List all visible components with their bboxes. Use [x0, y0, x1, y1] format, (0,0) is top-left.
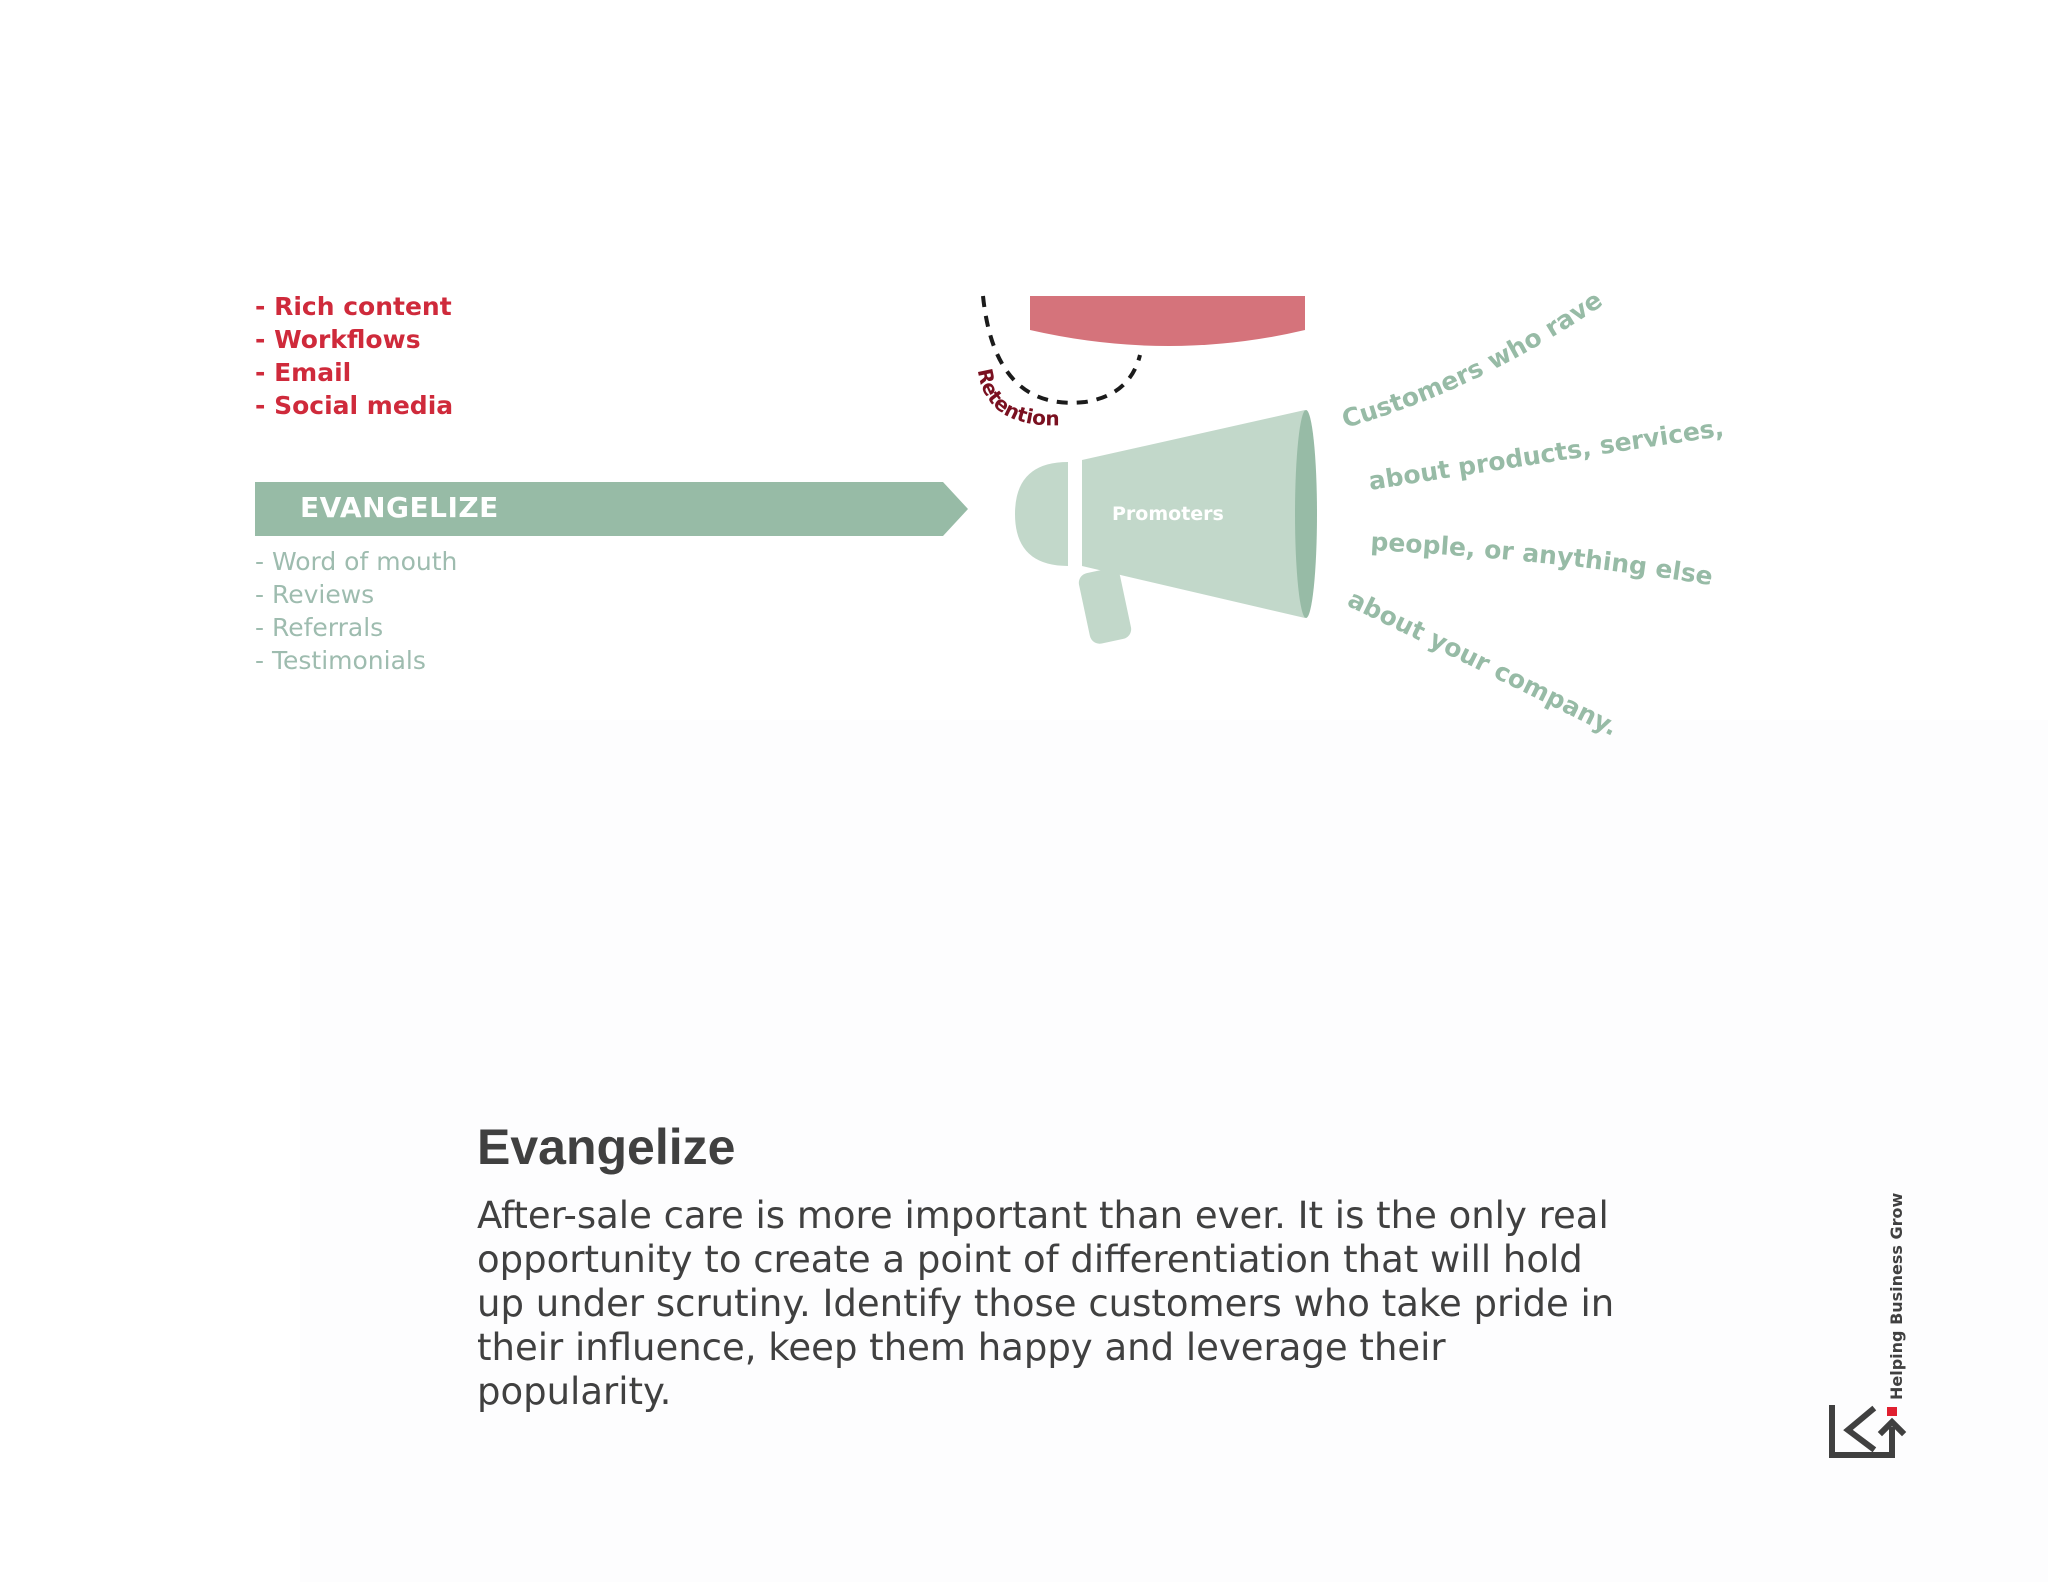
- quote-line: people, or anything else: [1369, 527, 1715, 592]
- quote-line: about products, services,: [1366, 413, 1726, 496]
- evangelize-method-list: [255, 545, 457, 677]
- logo-dot: [1887, 1407, 1897, 1416]
- retention-label: Retention: [972, 366, 1060, 431]
- list-item: - Word of mouth: [255, 547, 458, 576]
- megaphone-rim: [1295, 410, 1317, 618]
- quote-line: Customers who rave: [1338, 285, 1608, 434]
- company-logo: [1820, 1192, 1906, 1465]
- list-item: - Referrals: [255, 613, 384, 642]
- megaphone-back: [1015, 462, 1068, 566]
- section-body: After-sale care is more important than ever. It is the only real opportunity to create a point of differentiation that will hold up under scrutiny. Identify those customers who take pride in their influence, keep them happy and leverage their popularity.: [477, 1194, 1615, 1413]
- list-item: - Workflows: [255, 325, 421, 354]
- megaphone-handle: [1077, 566, 1133, 645]
- list-item: - Email: [255, 358, 352, 387]
- content-channel-list: [255, 290, 453, 422]
- evangelize-label: EVANGELIZE: [300, 491, 499, 524]
- quote-line: about your company.: [1343, 584, 1623, 742]
- promoters-label: Promoters: [1112, 503, 1224, 525]
- funnel-shape: [1030, 296, 1305, 346]
- list-item: - Rich content: [255, 292, 452, 321]
- list-item: - Reviews: [255, 580, 375, 609]
- section-title: Evangelize: [477, 1119, 736, 1175]
- megaphone-diagram: [940, 280, 1740, 760]
- logo-tagline: Helping Business Grow: [1887, 1192, 1906, 1400]
- list-item: - Testimonials: [255, 646, 426, 675]
- list-item: - Social media: [255, 391, 454, 420]
